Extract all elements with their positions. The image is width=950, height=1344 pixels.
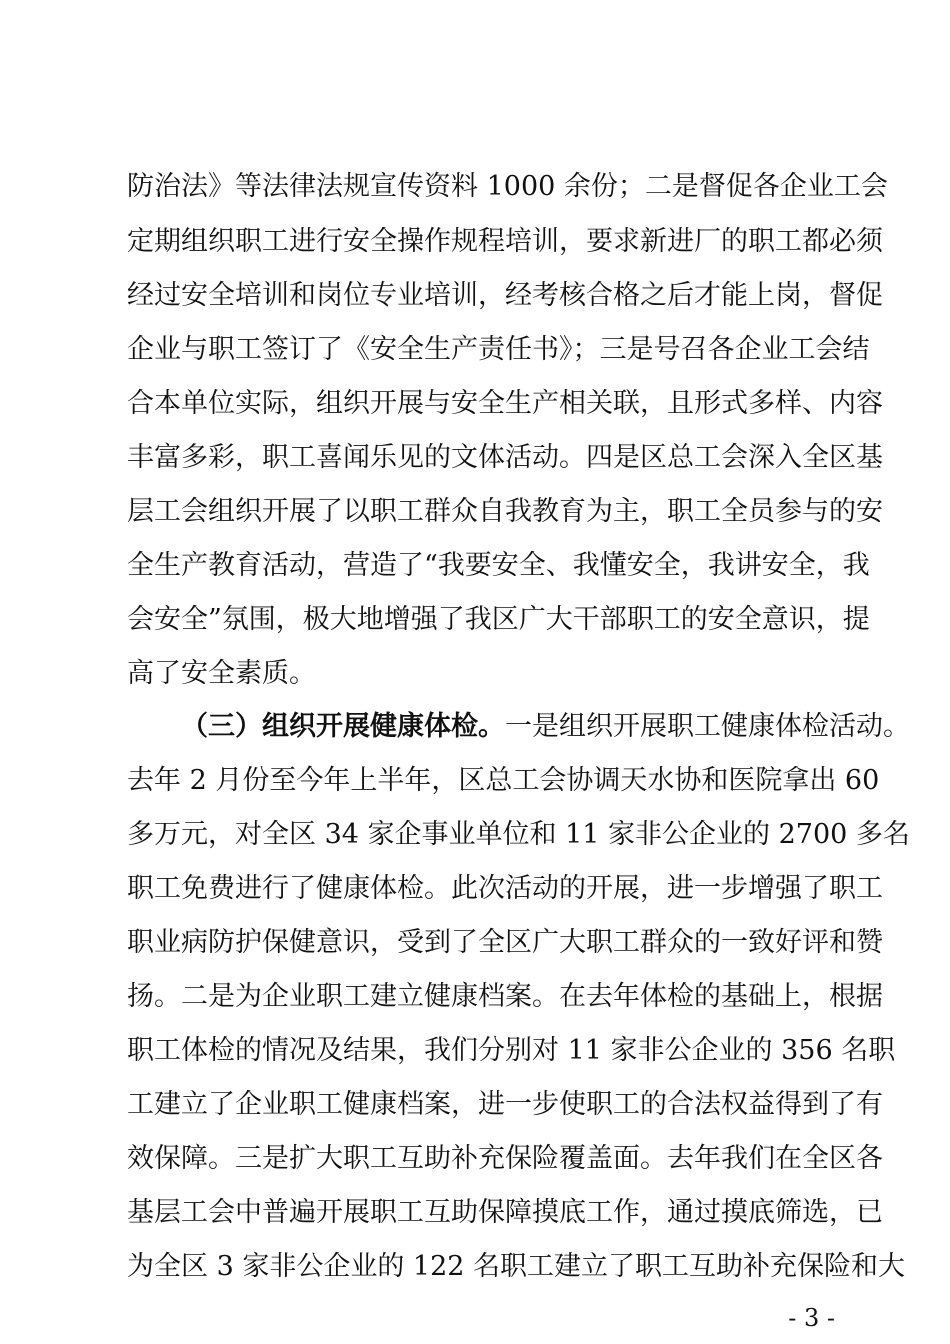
body-text-line: 会安全”氛围，极大地增强了我区广大干部职工的安全意识，提	[127, 604, 870, 635]
section-first-line-text: 一是组织开展职工健康体检活动。	[505, 711, 910, 742]
body-text-line: 全生产教育活动，营造了“我要安全、我懂安全，我讲安全，我	[127, 550, 870, 581]
section-heading: （三）组织开展健康体检。	[181, 711, 505, 742]
body-text-line: 基层工会中普遍开展职工互助保障摸底工作，通过摸底筛选，已	[127, 1197, 883, 1228]
body-text-line: 职业病防护保健意识，受到了全区广大职工群众的一致好评和赞	[127, 927, 883, 958]
body-text-line: 丰富多彩，职工喜闻乐见的文体活动。四是区总工会深入全区基	[127, 442, 883, 473]
body-text-line: 为全区 3 家非公企业的 122 名职工建立了职工互助补充保险和大	[127, 1251, 906, 1282]
body-text-line: 定期组织职工进行安全操作规程培训，要求新进厂的职工都必须	[127, 226, 883, 257]
page-number: - 3 -	[788, 1304, 835, 1332]
body-text-line: 合本单位实际，组织开展与安全生产相关联，且形式多样、内容	[127, 388, 883, 419]
body-text-line: 职工免费进行了健康体检。此次活动的开展，进一步增强了职工	[127, 873, 883, 904]
body-text-line: 层工会组织开展了以职工群众自我教育为主，职工全员参与的安	[127, 496, 883, 527]
body-text-line: 去年 2 月份至今年上半年，区总工会协调天水协和医院拿出 60	[127, 765, 880, 796]
body-text-line: 防治法》等法律法规宣传资料 1000 余份；二是督促各企业工会	[127, 171, 888, 202]
body-text-line: 扬。二是为企业职工建立健康档案。在去年体检的基础上，根据	[127, 981, 883, 1012]
body-text-line: 多万元，对全区 34 家企事业单位和 11 家非公企业的 2700 多名	[127, 819, 910, 850]
body-text-line: 经过安全培训和岗位专业培训，经考核合格之后才能上岗，督促	[127, 280, 883, 311]
body-text-line: 工建立了企业职工健康档案，进一步使职工的合法权益得到了有	[127, 1089, 883, 1120]
body-text-line: 企业与职工签订了《安全生产责任书》；三是号召各企业工会结	[127, 334, 870, 365]
section-first-line	[181, 703, 910, 751]
body-text-line: 高了安全素质。	[127, 658, 316, 689]
body-text-line: 职工体检的情况及结果，我们分别对 11 家非公企业的 356 名职	[127, 1035, 896, 1066]
body-text-line: 效保障。三是扩大职工互助补充保险覆盖面。去年我们在全区各	[127, 1143, 883, 1174]
